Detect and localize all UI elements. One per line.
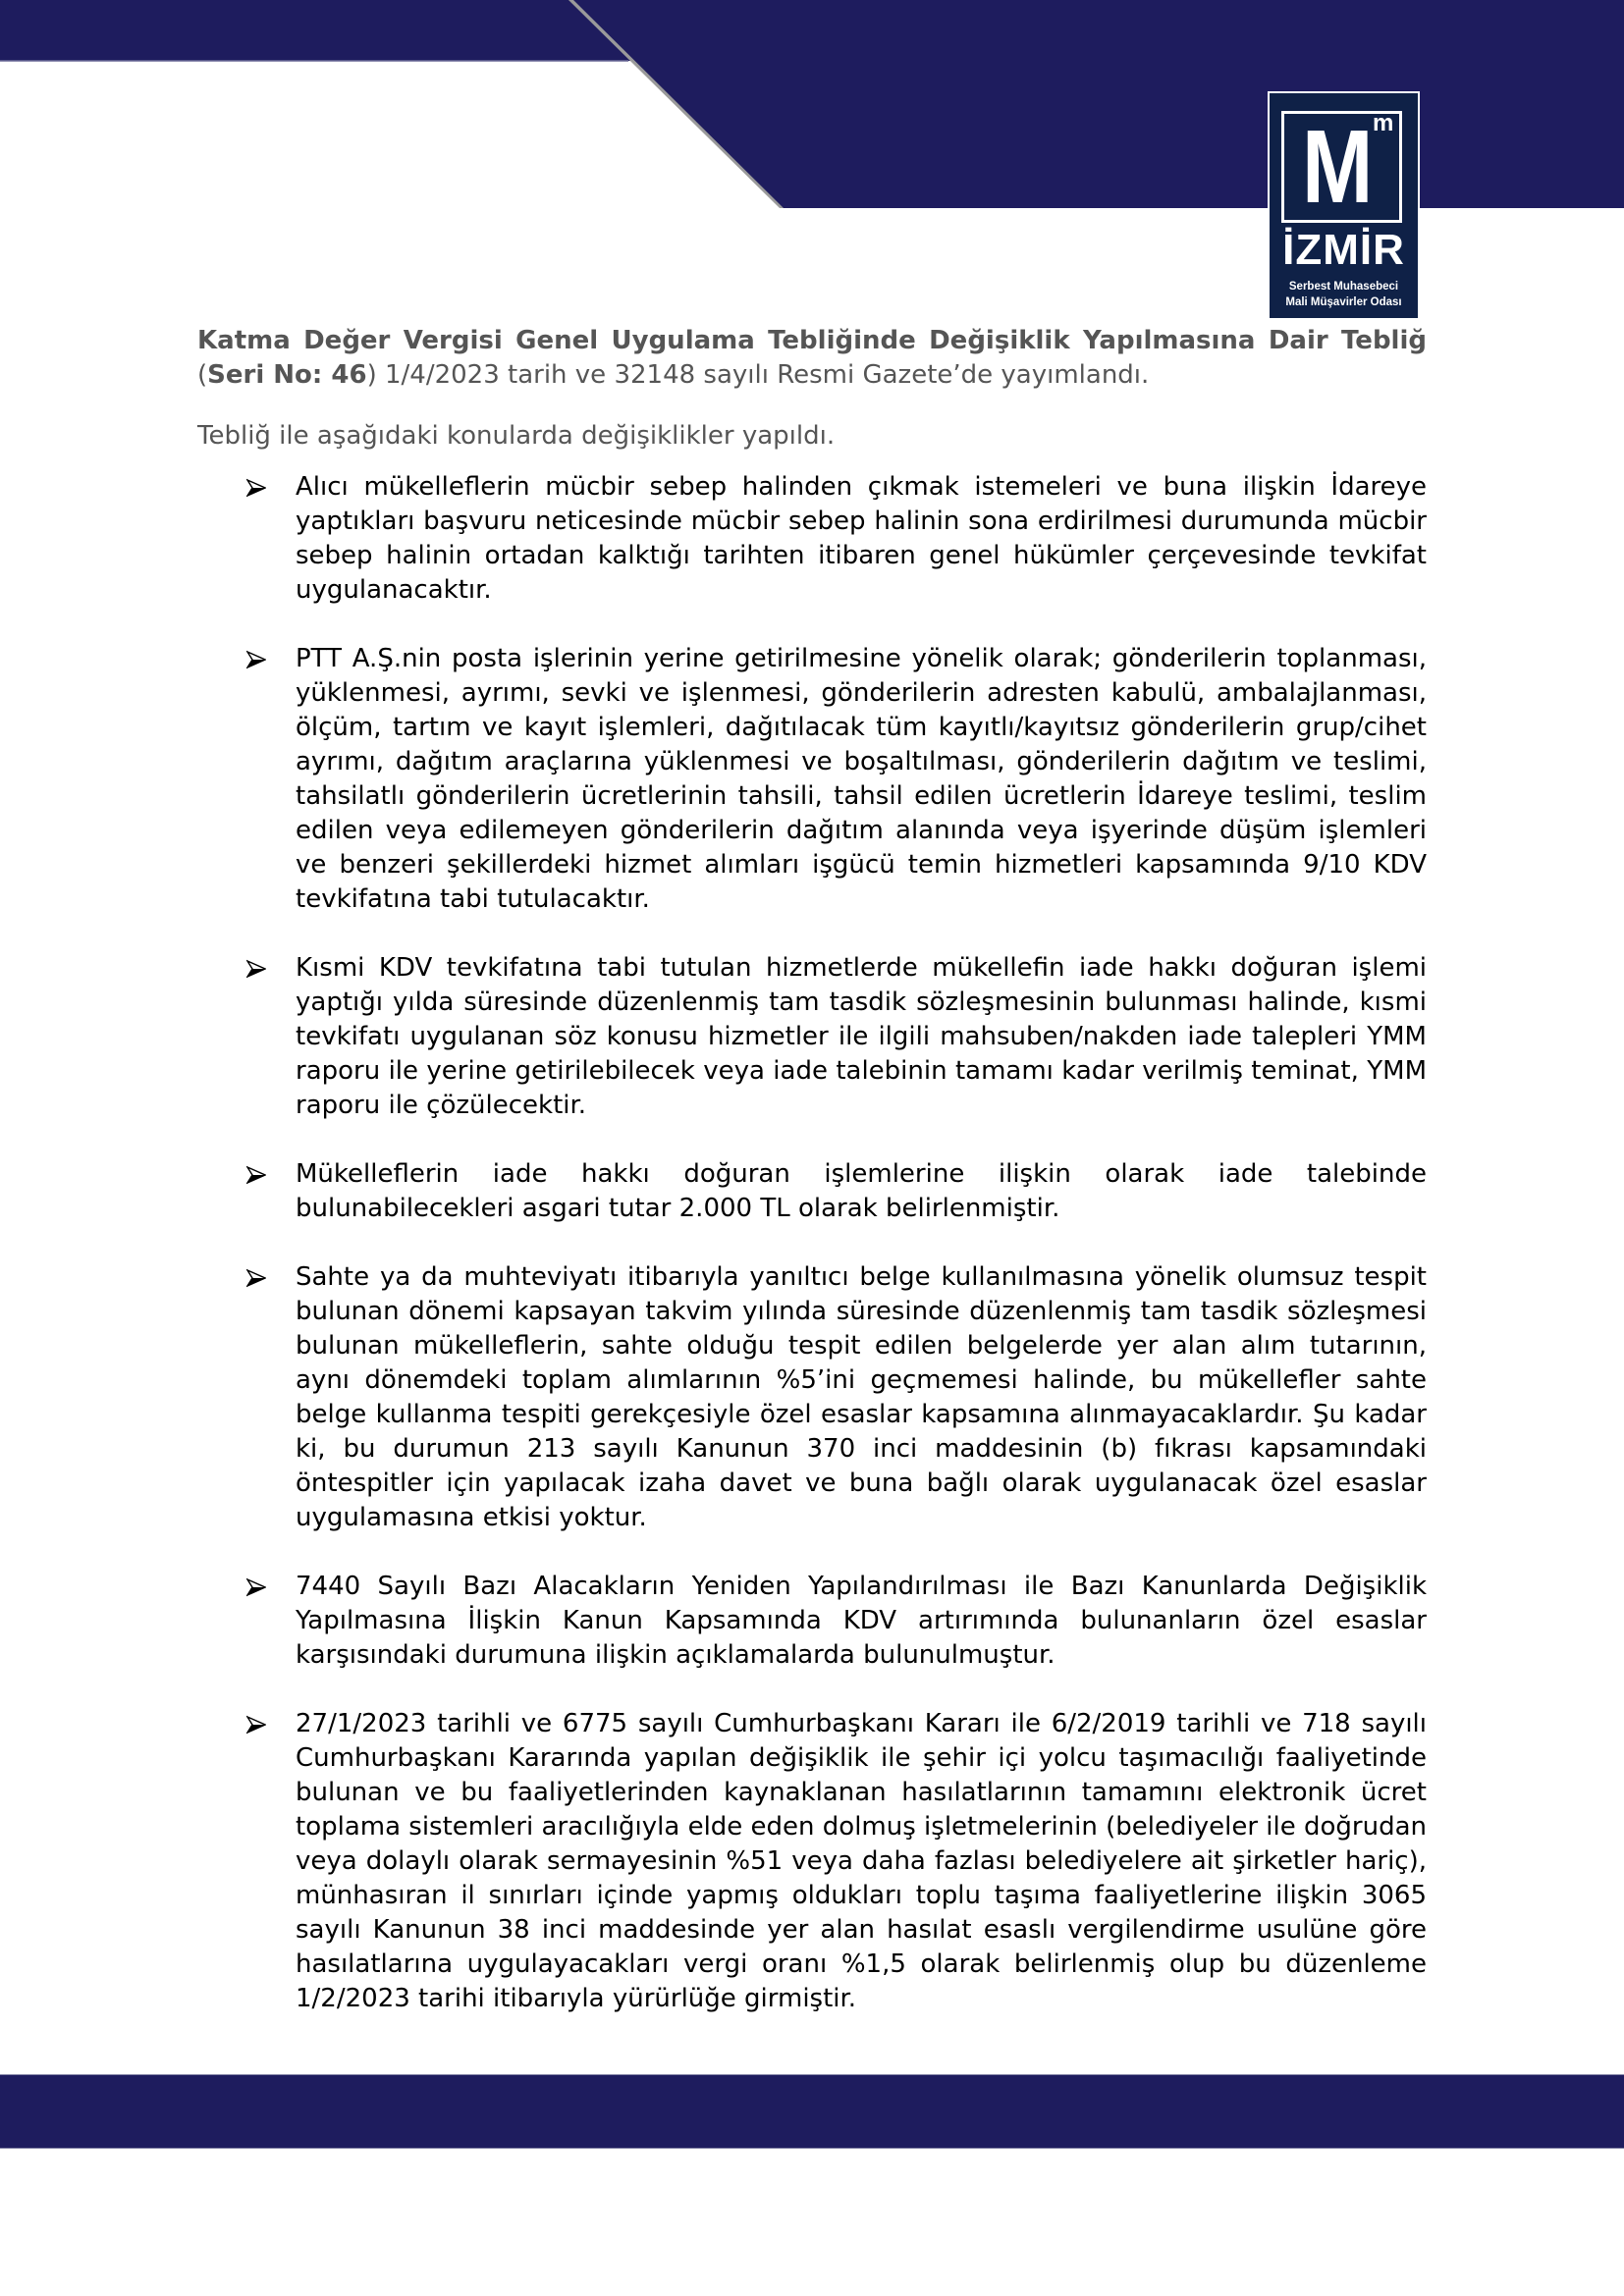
- list-item: [197, 1707, 1427, 2016]
- list-item: [197, 470, 1427, 608]
- list-item-text: Sahte ya da muhteviyatı itibarıyla yanıltıcı belge kullanılmasına yönelik olumsuz tespit bulunan dönemi kapsayan takvim yılında süresinde düzenlenmiş tam tasdik sözleşmesi bulunan mükelleflerin, sahte olduğu tespit edilen belgelerde yer alan alım tutarının, aynı dönemdeki toplam alımlarının %5’ini geçmemesi halinde, bu mükellefler sahte belge kullanma tespiti gerekçesiyle özel esaslar kapsamına alınmayacaklardır. Şu kadar ki, bu durumun 213 sayılı Kanunun 370 inci maddesinin (b) fıkrası kapsamındaki öntespitler için yapılacak izaha davet ve buna bağlı olarak uygulanacak özel esaslar uygulamasına etkisi yoktur.: [296, 1262, 1427, 1532]
- list-item-text: 7440 Sayılı Bazı Alacakların Yeniden Yapılandırılması ile Bazı Kanunlarda Değişiklik Yapılmasına İlişkin Kanun Kapsamında KDV artırımında bulunanların özel esaslar karşısındaki durumuna ilişkin açıklamalarda bulunulmuştur.: [296, 1572, 1427, 1670]
- intro-paren-open: (: [197, 360, 208, 390]
- arrowhead-bullet-icon: [246, 1577, 266, 1597]
- list-item-text: PTT A.Ş.nin posta işlerinin yerine getirilmesine yönelik olarak; gönderilerin toplanması, yüklenmesi, ayrımı, sevki ve işlenmesi, gönderilerin adresten kabulü, ambalajlanması, ölçüm, tartım ve kayıt işlemleri, dağıtılacak tüm kayıtlı/kayıtsız gönderilerin grup/cihet ayrımı, dağıtım araçlarına yüklenmesi ve boşaltılması, gönderilerin dağıtım ve teslimi, tahsilatlı gönderilerin ücretlerinin tahsili, tahsil edilen ücretlerin İdareye teslimi, teslim edilen veya edilemeyen gönderilerin dağıtım alanında veya işyerinde düşüm işlemleri ve benzeri şekillerdeki hizmet alımları işgücü temin hizmetleri kapsamında 9/10 KDV tevkifatına tabi tutulacaktır.: [296, 644, 1427, 914]
- list-item-text: Alıcı mükelleflerin mücbir sebep halinden çıkmak istemeleri ve buna ilişkin İdareye yaptıkları başvuru neticesinde mücbir sebep halinin sona erdirilmesi durumunda mücbir sebep halinin ortadan kalktığı tarihten itibaren genel hükümler çerçevesinde tevkifat uygulanacaktır.: [296, 472, 1427, 605]
- intro-series: Seri No: 46: [207, 360, 367, 390]
- arrowhead-bullet-icon: [246, 959, 266, 979]
- lead-sentence: Tebliğ ile aşağıdaki konularda değişiklikler yapıldı.: [197, 421, 836, 451]
- list-item: [197, 1570, 1427, 1673]
- intro-paragraph: [197, 324, 1427, 393]
- list-item: [197, 951, 1427, 1123]
- intro-title: Katma Değer Vergisi Genel Uygulama Tebliğinde Değişiklik Yapılmasına Dair Tebliğ: [197, 326, 1427, 355]
- list-item-text: 27/1/2023 tarihli ve 6775 sayılı Cumhurbaşkanı Kararı ile 6/2/2019 tarihli ve 718 sayılı Cumhurbaşkanı Kararında yapılan değişiklik ile şehir içi yolcu taşımacılığı faaliyetinde bulunan ve bu faaliyetlerinden kaynaklanan hasılatlarının tamamını elektronik ücret toplama sistemleri aracılığıyla elde eden dolmuş işletmelerinin (belediyeler ile doğrudan veya dolaylı olarak sermayesinin %51 veya daha fazlası belediyelere ait şirketler hariç), münhasıran il sınırları içinde yapmış oldukları toplu taşıma faaliyetlerine ilişkin 3065 sayılı Kanunun 38 inci maddesinde yer alan hasılat esaslı vergilendirme usulüne göre hasılatlarına uygulayacakları vergi oranı %1,5 olarak belirlenmiş olup bu düzenleme 1/2/2023 tarihi itibarıyla yürürlüğe girmiştir.: [296, 1709, 1427, 2013]
- arrowhead-bullet-icon: [246, 650, 266, 669]
- logo-frame: [1281, 111, 1402, 223]
- logo-subtitle-line1: Serbest Muhasebeci: [1288, 281, 1399, 293]
- arrowhead-bullet-icon: [246, 1165, 266, 1185]
- changes-list: [197, 470, 1427, 2016]
- list-item: [197, 642, 1427, 917]
- list-item-text: Mükelleflerin iade hakkı doğuran işlemlerine ilişkin olarak iade talebinde bulunabilecekleri asgari tutar 2.000 TL olarak belirlenmiştir.: [296, 1159, 1427, 1223]
- logo-subtitle-line2: Mali Müşavirler Odası: [1285, 296, 1402, 308]
- list-item-text: Kısmi KDV tevkifatına tabi tutulan hizmetlerde mükellefin iade hakkı doğuran işlemi yaptığı yılda süresinde düzenlenmiş tam tasdik sözleşmesinin bulunması halinde, kısmi tevkifatı uygulanan söz konusu hizmetler ile ilgili mahsuben/nakden iade talepleri YMM raporu ile yerine getirilebilecek veya iade talebinin tamamı kadar verilmiş teminat, YMM raporu ile çözülecektir.: [296, 953, 1427, 1120]
- list-item: [197, 1260, 1427, 1535]
- header-diagonal-block: [573, 0, 1624, 208]
- arrowhead-bullet-icon: [246, 478, 266, 498]
- izmir-smmmo-logo: [1270, 93, 1418, 318]
- intro-rest: ) 1/4/2023 tarih ve 32148 sayılı Resmi Gazete’de yayımlandı.: [366, 360, 1150, 390]
- logo-superscript: m: [1373, 110, 1394, 136]
- list-item: [197, 1157, 1427, 1226]
- footer-band: [0, 2074, 1624, 2149]
- logo-city: İZMİR: [1282, 226, 1405, 274]
- document-body: [197, 324, 1427, 2051]
- arrowhead-bullet-icon: [246, 1715, 266, 1735]
- logo-letter: M: [1302, 109, 1374, 225]
- arrowhead-bullet-icon: [246, 1268, 266, 1288]
